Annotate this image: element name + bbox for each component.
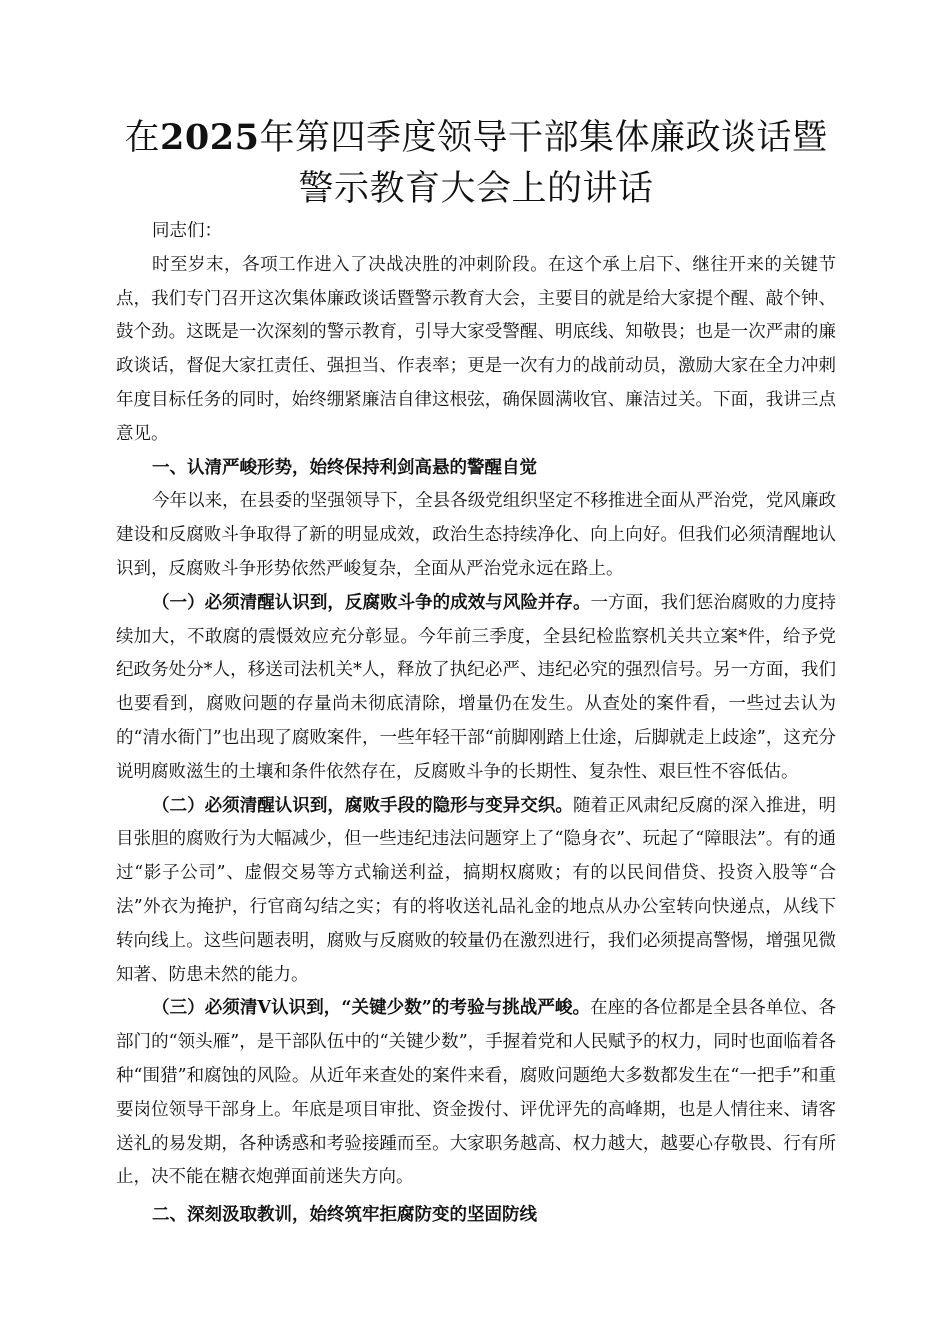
subsection-3-body: 在座的各位都是全县各单位、各部门的“领头雁”，是干部队伍中的“关键少数”，手握着党和人民赋予的权力，同时也面临着各种“围猎”和腐蚀的风险。从近年来查处的案件来看，腐败问题绝大多数都发生在“一把手”和重要岗位领导干部身上。年底是项目审批、资金拨付、评优评先的高峰期，也是人情往来、请客送礼的易发期，各种诱惑和考验接踵而至。大家职务越高、权力越大，越要心存敬畏、行有所止，决不能在糖衣炮弹面前迷失方向。 (116, 998, 836, 1188)
subsection-1-body: 一方面，我们惩治腐败的力度持续加大，不敢腐的震慑效应充分彰显。今年前三季度，全县纪检监察机关共立案*件，给予党纪政务处分*人，移送司法机关*人，释放了执纪必严、违纪必究的强烈信号。另一方面，我们也要看到，腐败问题的存量尚未彻底清除，增量仍在发生。从查处的案件看，一些过去认为的“清水衙门”也出现了腐败案件，一些年轻干部“前脚刚踏上仕途，后脚就走上歧途”，这充分说明腐败滋生的土壤和条件依然存在，反腐败斗争的长期性、复杂性、艰巨性不容低估。 (116, 592, 837, 782)
title-prefix: 在 (124, 118, 161, 158)
section-1-heading: 一、认清严峻形势，始终保持利剑高悬的警醒自觉 (152, 457, 537, 478)
subsection-2-paragraph (116, 790, 836, 993)
document-title (116, 112, 836, 215)
intro-paragraph: 时至岁末，各项工作进入了决战决胜的冲刺阶段。在这个承上启下、继往开来的关键节点，我们专门召开这次集体廉政谈话暨警示教育大会，主要目的就是给大家提个醒、敲个钟、鼓个劲。这既是一次深刻的警示教育，引导大家受警醒、明底线、知敬畏；也是一次严肃的廉政谈话，督促大家扛责任、强担当、作表率；更是一次有力的战前动员，激励大家在全力冲刺年度目标任务的同时，始终绷紧廉洁自律这根弦，确保圆满收官、廉洁过关。下面，我讲三点意见。 (116, 254, 836, 444)
subsection-3-paragraph (116, 992, 836, 1195)
title-rest: 年第四季度领导干部集体廉政谈话暨警示教育大会上的讲话 (259, 118, 828, 209)
subsection-2-body: 随着正风肃纪反腐的深入推进，明目张胆的腐败行为大幅减少，但一些违纪违法问题穿上了“隐身衣”、玩起了“障眼法”。有的通过“影子公司”、虚假交易等方式输送利益，搞期权腐败；有的以民间借贷、投资入股等“合法”外衣为掩护，行官商勾结之实；有的将收送礼品礼金的地点从办公室转向快递点，从线下转向线上。这些问题表明，腐败与反腐败的较量仍在激烈进行，我们必须提高警惕，增强见微知著、防患未然的能力。 (116, 795, 837, 985)
subsection-1-paragraph (116, 587, 836, 790)
salutation: 同志们： (152, 221, 222, 241)
subsection-1-lead: （一）必须清醒认识到，反腐败斗争的成效与风险并存。 (152, 592, 591, 613)
subsection-3-lead: （三）必须清Ⅴ认识到，“关键少数”的考验与挑战严峻。 (152, 998, 591, 1019)
section-1-paragraph: 今年以来，在县委的坚强领导下，全县各级党组织坚定不移推进全面从严治党，党风廉政建设和反腐败斗争取得了新的明显成效，政治生态持续净化、向上向好。但我们必须清醒地认识到，反腐败斗争形势依然严峻复杂，全面从严治党永远在路上。 (116, 491, 836, 579)
document-body (116, 112, 836, 1233)
subsection-2-lead: （二）必须清醒认识到，腐败手段的隐形与变异交织。 (152, 795, 573, 816)
title-year: 2025 (160, 117, 260, 158)
section-2-heading: 二、深刻汲取教训，始终筑牢拒腐防变的坚固防线 (152, 1205, 537, 1226)
